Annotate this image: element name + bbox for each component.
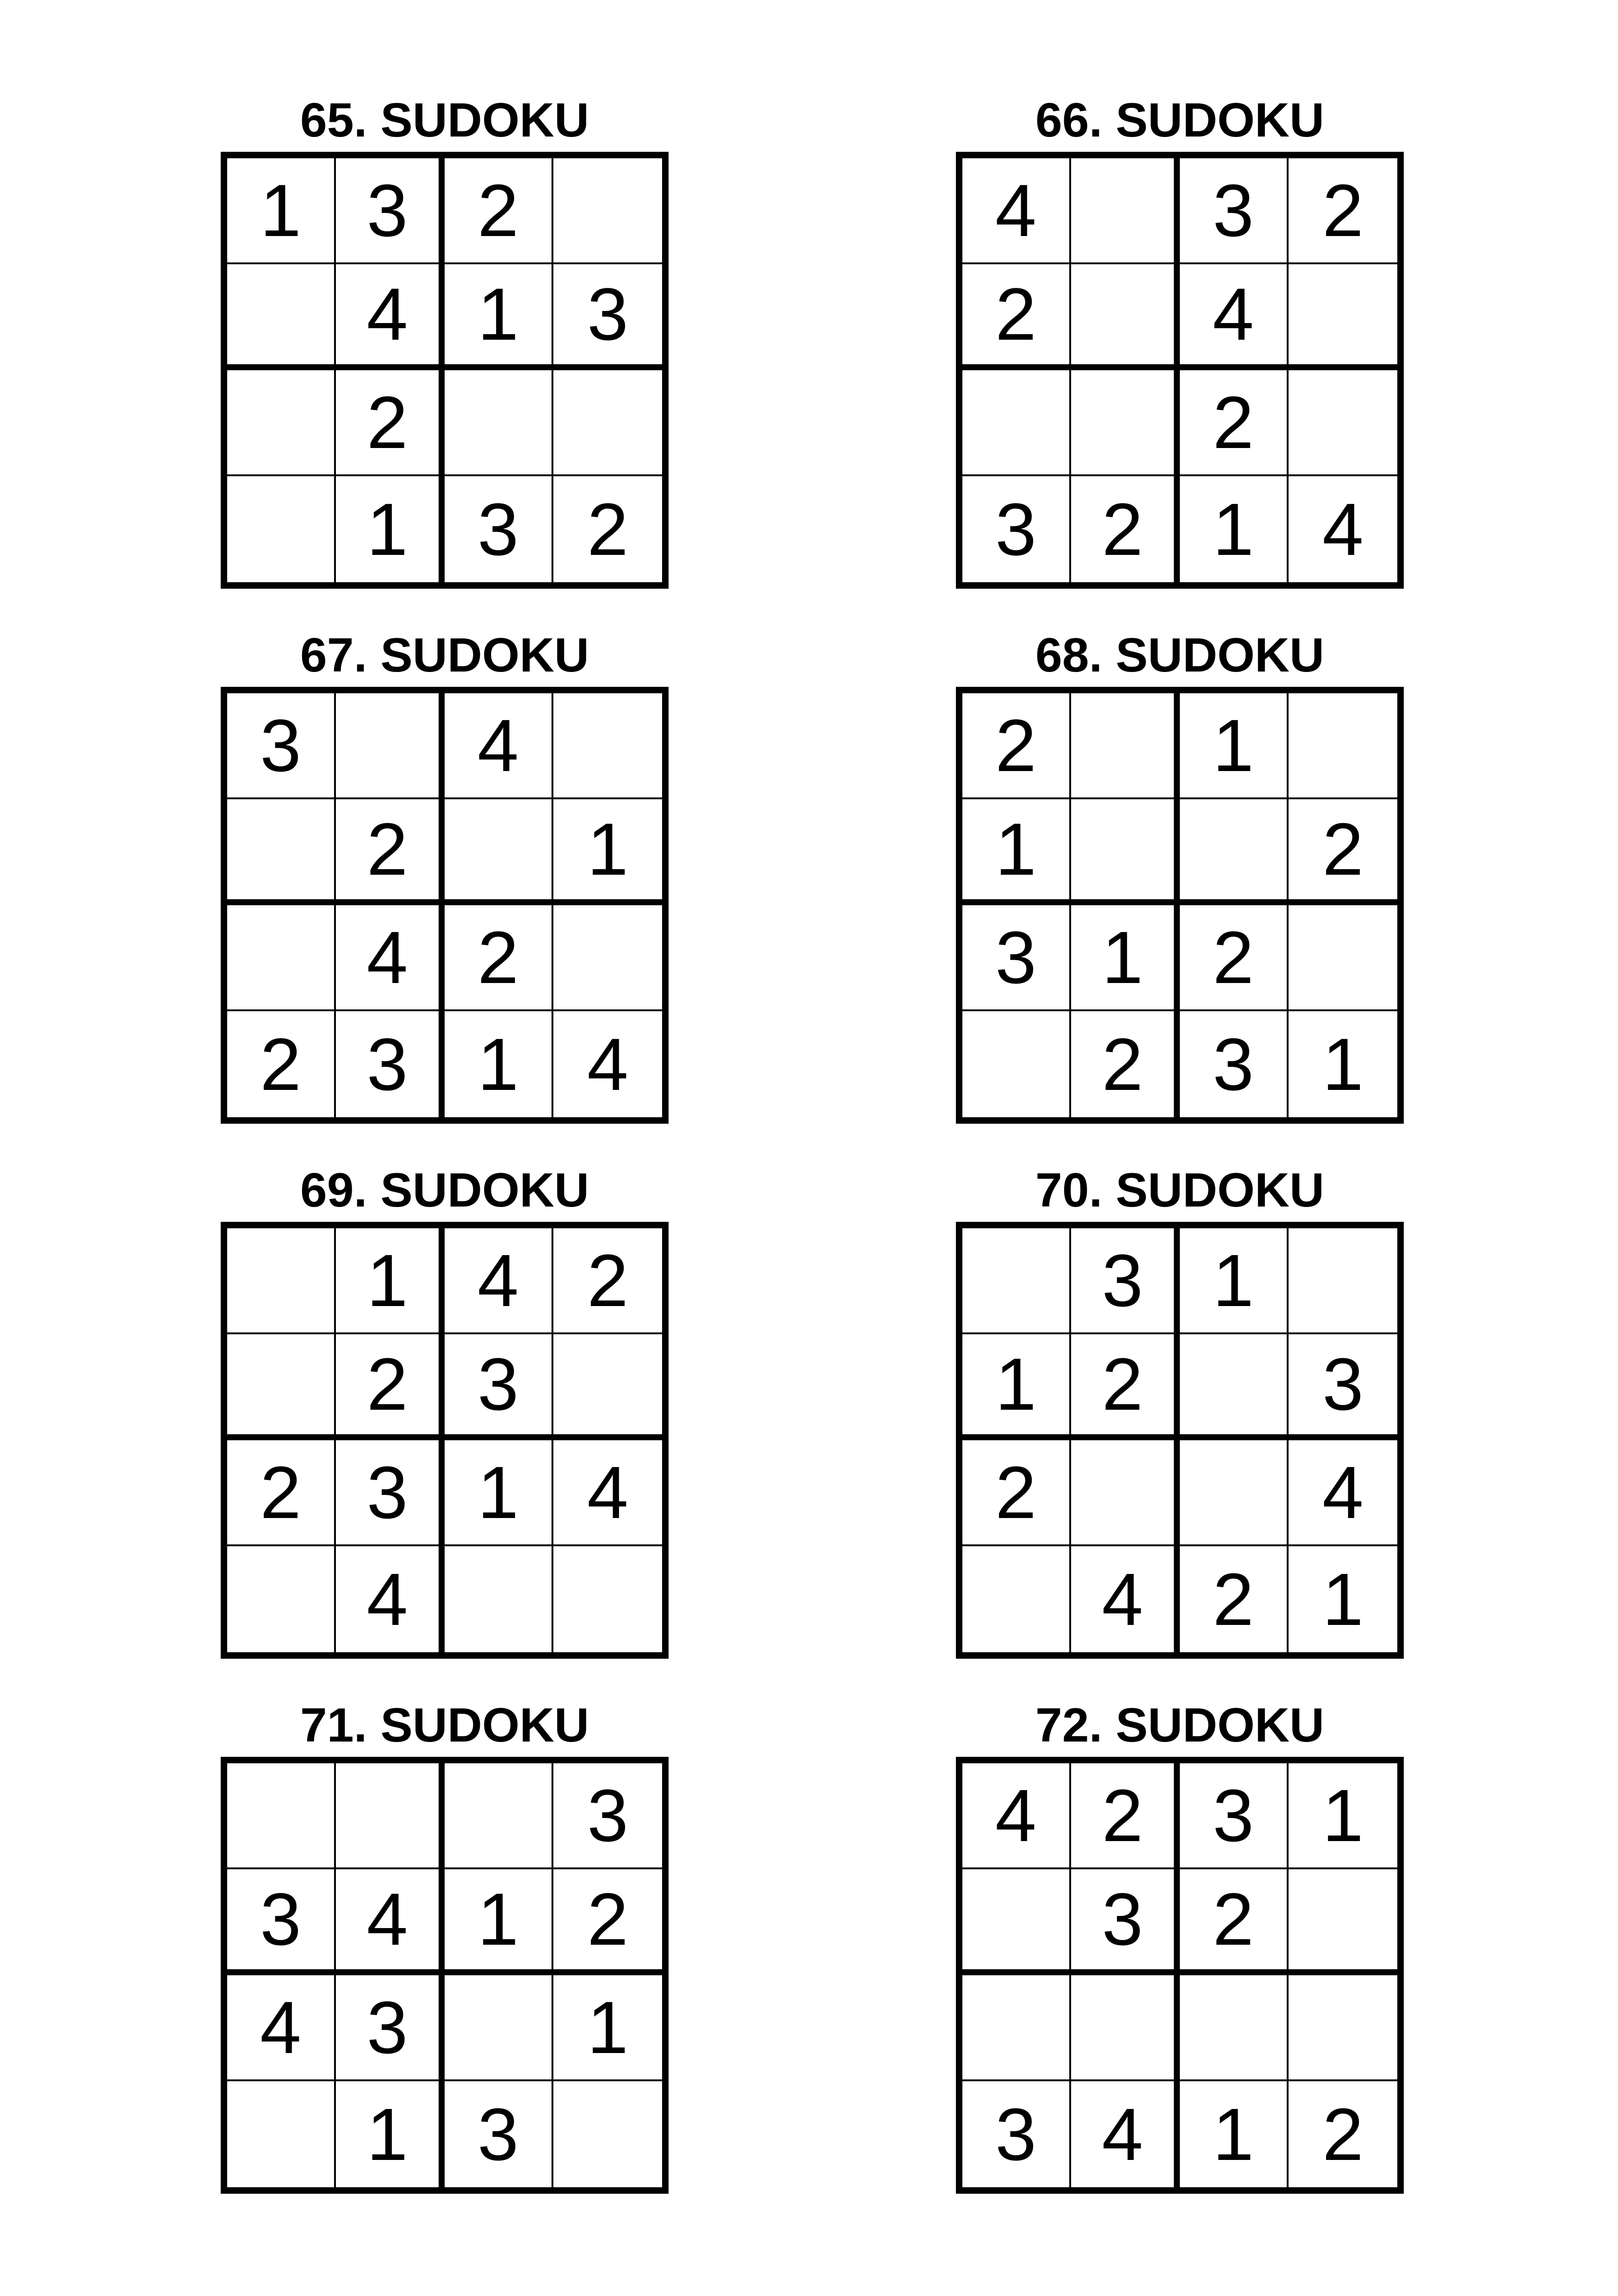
sudoku-cell[interactable]: 4: [336, 905, 445, 1011]
sudoku-cell[interactable]: 2: [1071, 1763, 1180, 1869]
sudoku-cell[interactable]: [962, 1869, 1071, 1975]
puzzle-67: [221, 618, 669, 1106]
sudoku-cell[interactable]: 2: [1322, 2092, 1364, 2176]
sudoku-cell[interactable]: 4: [1071, 1546, 1180, 1652]
sudoku-cell[interactable]: 2: [1289, 158, 1397, 264]
sudoku-cell[interactable]: [1180, 1440, 1289, 1546]
sudoku-cell[interactable]: 1: [553, 799, 662, 905]
sudoku-cell[interactable]: 1: [1322, 1022, 1364, 1106]
sudoku-cell[interactable]: 4: [553, 1440, 662, 1546]
sudoku-cell[interactable]: 2: [445, 905, 553, 1011]
sudoku-cell[interactable]: [227, 370, 336, 476]
sudoku-cell[interactable]: [336, 1763, 445, 1869]
sudoku-cell[interactable]: [1071, 1440, 1180, 1546]
sudoku-cell[interactable]: 4: [445, 693, 553, 799]
sudoku-cell[interactable]: 3: [553, 1763, 662, 1869]
sudoku-cell[interactable]: 4: [336, 1869, 445, 1975]
sudoku-cell[interactable]: 2: [553, 1228, 662, 1334]
sudoku-cell[interactable]: 1: [336, 476, 445, 582]
sudoku-cell[interactable]: 2: [1071, 1334, 1180, 1440]
puzzle-72: [956, 1688, 1404, 2176]
sudoku-cell[interactable]: [336, 693, 445, 799]
puzzle-title: 66. SUDOKU: [1035, 93, 1325, 147]
sudoku-cell[interactable]: 2: [1180, 1546, 1289, 1652]
sudoku-cell[interactable]: 2: [1071, 476, 1180, 582]
sudoku-cell[interactable]: 3: [962, 2081, 1071, 2187]
puzzle-title: 71. SUDOKU: [300, 1699, 589, 1752]
sudoku-cell[interactable]: [962, 370, 1071, 476]
sudoku-cell[interactable]: 1: [336, 2081, 445, 2187]
sudoku-grid: [221, 152, 669, 589]
puzzle-title: 69. SUDOKU: [300, 1164, 589, 1217]
sudoku-cell[interactable]: 2: [1180, 370, 1289, 476]
sudoku-cell[interactable]: [445, 370, 553, 476]
sudoku-cell[interactable]: 2: [336, 370, 445, 476]
sudoku-grid: [956, 1757, 1404, 2194]
sudoku-cell[interactable]: 2: [962, 693, 1071, 799]
sudoku-cell[interactable]: [1180, 1975, 1289, 2081]
sudoku-cell[interactable]: 2: [1071, 1011, 1180, 1117]
sudoku-cell[interactable]: [1180, 799, 1289, 905]
sudoku-cell[interactable]: 1: [445, 264, 553, 370]
sudoku-cell[interactable]: [1071, 158, 1180, 264]
sudoku-cell[interactable]: [962, 1975, 1071, 2081]
sudoku-cell[interactable]: 1: [553, 1975, 662, 2081]
sudoku-cell[interactable]: 3: [445, 2081, 553, 2187]
puzzle-title: 68. SUDOKU: [1035, 628, 1325, 682]
sudoku-cell[interactable]: [227, 1228, 336, 1334]
sudoku-cell[interactable]: [1071, 693, 1180, 799]
sudoku-cell[interactable]: [445, 1975, 553, 2081]
sudoku-cell[interactable]: 1: [445, 1011, 553, 1117]
sudoku-cell[interactable]: 3: [336, 1975, 445, 2081]
sudoku-cell[interactable]: [227, 1763, 336, 1869]
sudoku-grid: [221, 687, 669, 1124]
sudoku-cell[interactable]: 4: [962, 1763, 1071, 1869]
sudoku-cell[interactable]: [1071, 1975, 1180, 2081]
sudoku-cell[interactable]: [1289, 1869, 1397, 1975]
sudoku-cell[interactable]: [227, 799, 336, 905]
sudoku-cell[interactable]: [227, 1546, 336, 1652]
sudoku-cell[interactable]: 1: [1289, 1763, 1397, 1869]
sudoku-cell[interactable]: [553, 693, 662, 799]
sudoku-cell[interactable]: 3: [336, 1011, 445, 1117]
sudoku-cell[interactable]: [227, 2081, 336, 2187]
sudoku-cell[interactable]: 2: [336, 1334, 445, 1440]
sudoku-cell[interactable]: 3: [1180, 1011, 1289, 1117]
sudoku-cell[interactable]: [962, 1546, 1071, 1652]
sudoku-cell[interactable]: 1: [962, 1334, 1071, 1440]
sudoku-cell[interactable]: [1289, 1975, 1397, 2081]
sudoku-cell[interactable]: [1071, 799, 1180, 905]
puzzle-68: [956, 618, 1404, 1106]
sudoku-cell[interactable]: [553, 905, 662, 1011]
sudoku-cell[interactable]: 4: [336, 264, 445, 370]
sudoku-cell[interactable]: [1071, 264, 1180, 370]
sudoku-cell[interactable]: 3: [1180, 1763, 1289, 1869]
sudoku-cell[interactable]: [1289, 264, 1397, 370]
sudoku-cell[interactable]: 2: [227, 1011, 336, 1117]
sudoku-cell[interactable]: [553, 370, 662, 476]
sudoku-cell[interactable]: 4: [1180, 264, 1289, 370]
puzzle-65: [221, 83, 669, 571]
sudoku-cell[interactable]: 2: [1180, 1869, 1289, 1975]
sudoku-cell[interactable]: [227, 905, 336, 1011]
sudoku-cell[interactable]: 4: [336, 1546, 445, 1652]
sudoku-cell[interactable]: [445, 799, 553, 905]
sudoku-cell[interactable]: 3: [227, 1869, 336, 1975]
sudoku-cell[interactable]: [553, 1546, 662, 1652]
sudoku-cell[interactable]: [1289, 1228, 1397, 1334]
sudoku-cell[interactable]: 2: [587, 487, 628, 571]
sudoku-cell[interactable]: 2: [445, 158, 553, 264]
sudoku-cell[interactable]: 4: [1322, 487, 1364, 571]
sudoku-cell[interactable]: 3: [227, 693, 336, 799]
sudoku-grid: [956, 152, 1404, 589]
sudoku-cell[interactable]: 1: [1180, 2081, 1289, 2187]
sudoku-grid: [956, 687, 1404, 1124]
sudoku-cell[interactable]: 1: [1180, 1228, 1289, 1334]
sudoku-cell[interactable]: 3: [1289, 1334, 1397, 1440]
sudoku-cell[interactable]: 1: [1322, 1557, 1364, 1641]
sudoku-cell[interactable]: 2: [962, 1440, 1071, 1546]
puzzle-title: 72. SUDOKU: [1035, 1699, 1325, 1752]
puzzle-title: 70. SUDOKU: [1035, 1164, 1325, 1217]
sudoku-grid: [956, 1222, 1404, 1659]
puzzle-title: 65. SUDOKU: [300, 93, 589, 147]
sudoku-cell[interactable]: 1: [227, 158, 336, 264]
sudoku-cell[interactable]: [553, 1334, 662, 1440]
puzzle-69: [221, 1153, 669, 1641]
sudoku-cell[interactable]: 2: [962, 264, 1071, 370]
sudoku-cell[interactable]: 4: [1071, 2081, 1180, 2187]
sudoku-cell[interactable]: 1: [1180, 476, 1289, 582]
sudoku-cell[interactable]: 3: [553, 264, 662, 370]
sudoku-cell[interactable]: 4: [1289, 1440, 1397, 1546]
sudoku-cell[interactable]: [962, 1228, 1071, 1334]
sudoku-cell[interactable]: 3: [962, 905, 1071, 1011]
puzzle-66: [956, 83, 1404, 571]
sudoku-cell[interactable]: 3: [1071, 1869, 1180, 1975]
sudoku-cell[interactable]: [1289, 693, 1397, 799]
sudoku-cell[interactable]: 3: [1180, 158, 1289, 264]
sudoku-cell[interactable]: 1: [445, 1869, 553, 1975]
sudoku-cell[interactable]: 3: [336, 158, 445, 264]
puzzle-title: 67. SUDOKU: [300, 628, 589, 682]
sudoku-cell[interactable]: [1071, 370, 1180, 476]
sudoku-cell[interactable]: 1: [962, 799, 1071, 905]
sudoku-cell[interactable]: [227, 476, 336, 582]
sudoku-cell[interactable]: [445, 1763, 553, 1869]
sudoku-cell[interactable]: [553, 158, 662, 264]
sudoku-cell[interactable]: 3: [1071, 1228, 1180, 1334]
sudoku-cell[interactable]: 1: [336, 1228, 445, 1334]
puzzle-70: [956, 1153, 1404, 1641]
puzzle-71: [221, 1688, 669, 2176]
sudoku-cell[interactable]: [445, 1546, 553, 1652]
sudoku-cell[interactable]: [1289, 370, 1397, 476]
sudoku-cell[interactable]: [227, 264, 336, 370]
sudoku-cell[interactable]: 2: [1180, 905, 1289, 1011]
sudoku-cell[interactable]: 3: [445, 1334, 553, 1440]
sudoku-cell[interactable]: 3: [336, 1440, 445, 1546]
sudoku-cell[interactable]: [227, 1334, 336, 1440]
sudoku-cell[interactable]: [962, 1011, 1071, 1117]
sudoku-cell[interactable]: 2: [553, 1869, 662, 1975]
sudoku-cell[interactable]: 4: [227, 1975, 336, 2081]
sudoku-cell[interactable]: 2: [1289, 799, 1397, 905]
sudoku-cell[interactable]: [553, 2081, 662, 2187]
sudoku-cell[interactable]: [1180, 1334, 1289, 1440]
sudoku-grid: [221, 1222, 669, 1659]
sudoku-cell[interactable]: 2: [227, 1440, 336, 1546]
sudoku-grid: [221, 1757, 669, 2194]
sudoku-cell[interactable]: 4: [962, 158, 1071, 264]
sudoku-cell[interactable]: 2: [336, 799, 445, 905]
sudoku-cell[interactable]: 3: [445, 476, 553, 582]
sudoku-cell[interactable]: 4: [587, 1022, 628, 1106]
sudoku-cell[interactable]: 1: [1180, 693, 1289, 799]
sudoku-cell[interactable]: 3: [962, 476, 1071, 582]
sudoku-cell[interactable]: 4: [445, 1228, 553, 1334]
sudoku-cell[interactable]: 1: [445, 1440, 553, 1546]
sudoku-cell[interactable]: [1289, 905, 1397, 1011]
sudoku-cell[interactable]: 1: [1071, 905, 1180, 1011]
